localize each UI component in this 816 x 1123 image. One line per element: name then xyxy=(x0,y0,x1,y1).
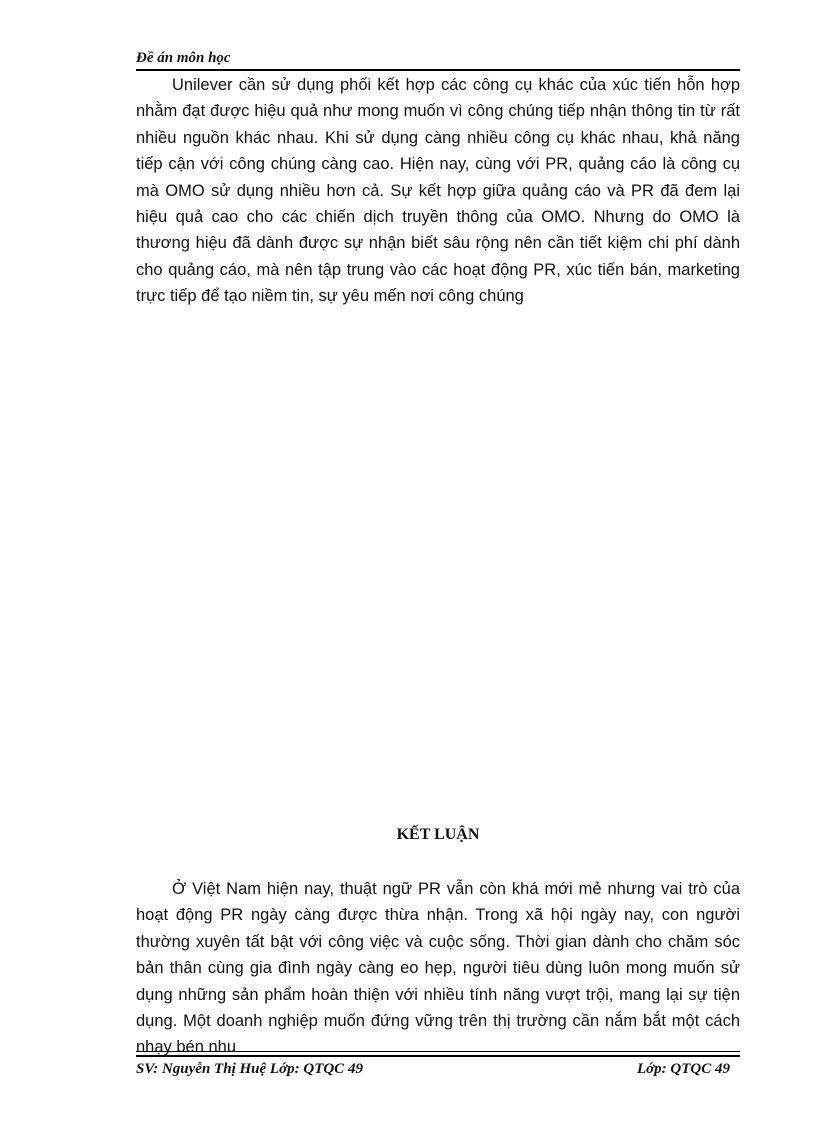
section-heading: KẾT LUẬN xyxy=(396,826,480,843)
body-paragraph: Unilever cần sử dụng phối kết hợp các công cụ khác của xúc tiến hỗn hợp nhằm đạt được hiệu quả như mong muốn vì công chúng tiếp nhận thông tin từ rất nhiều nguồn khác nhau. Khi sử dụng càng nhiều công cụ khác nhau, khả năng tiếp cận với công chúng càng cao. Hiện nay, cùng với PR, quảng cáo là công cụ mà OMO sử dụng nhiều hơn cả. Sự kết hợp giữa quảng cáo và PR đã đem lại hiệu quả cao cho các chiến dịch truyền thông của OMO. Nhưng do OMO là thương hiệu đã dành được sự nhận biết sâu rộng nên cần tiết kiệm chi phí dành cho quảng cáo, mà nên tập trung vào các hoạt động PR, xúc tiến bán, marketing trực tiếp để tạo niềm tin, sự yêu mến nơi công chúng xyxy=(136,76,740,306)
body-paragraph: Ở Việt Nam hiện nay, thuật ngữ PR vẫn còn khá mới mẻ nhưng vai trò của hoạt động PR ngày càng được thừa nhận. Trong xã hội ngày nay, con người thường xuyên tất bật với công việc và cuộc sống. Thời gian dành cho chăm sóc bản thân cùng gia đình ngày càng eo hẹp, người tiêu dùng luôn mong muốn sử dụng những sản phẩm hoàn thiện với nhiều tính năng vượt trội, mang lại sự tiện dụng. Một doanh nghiệp muốn đứng vững trên thị trường cần nắm bắt một cách nhạy bén nhu xyxy=(136,880,740,1057)
footer-student-info: SV: Nguyễn Thị Huệ Lớp: QTQC 49 xyxy=(136,1061,363,1077)
footer-class-info: Lớp: QTQC 49 xyxy=(636,1061,730,1077)
footer-divider xyxy=(136,1055,740,1057)
page-header-title: Đề án môn học xyxy=(136,50,231,66)
footer-divider xyxy=(136,1051,740,1052)
header-divider xyxy=(136,69,740,71)
